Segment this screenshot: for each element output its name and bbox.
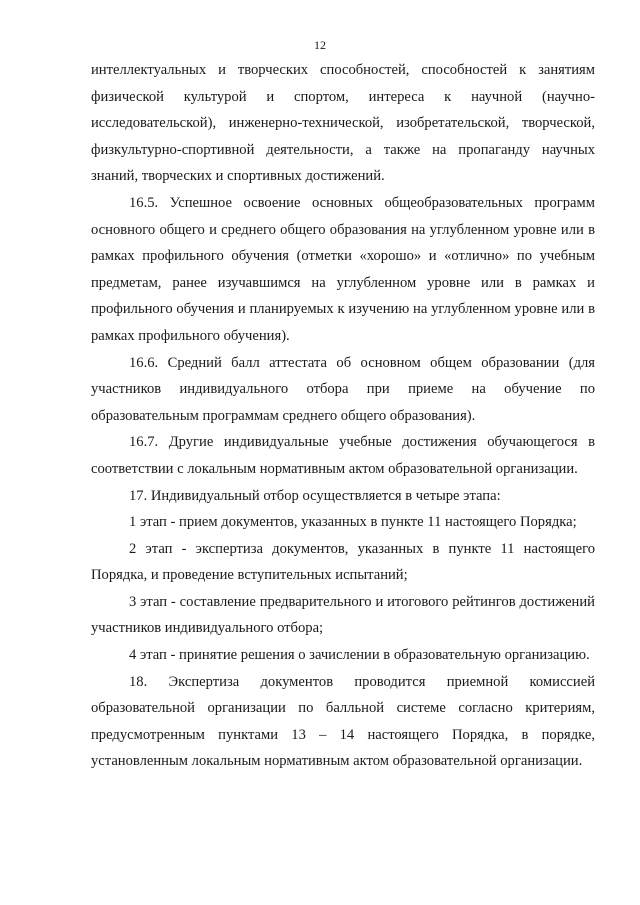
paragraph-17-stage-1: 1 этап - прием документов, указанных в пункте 11 настоящего Порядка; xyxy=(129,514,577,531)
document-body xyxy=(91,57,595,775)
paragraph-16-7: 16.7. Другие индивидуальные учебные достижения обучающегося в соответствии с локальным нормативным актом образовательной организации. xyxy=(91,434,595,477)
paragraph-17-stage-4: 4 этап - принятие решения о зачислении в образовательную организацию. xyxy=(129,647,590,664)
paragraph-18: 18. Экспертиза документов проводится приемной комиссией образовательной организации по балльной системе согласно критериям, предусмотренным пунктами 13 – 14 настоящего Порядка, в порядке, установленным локальным нормативным актом образовательной организации. xyxy=(91,673,595,770)
paragraph-continuation: интеллектуальных и творческих способностей, способностей к занятиям физической культурой и спортом, интереса к научной (научно-исследовательской), инженерно-технической, изобретательской, творческой, физкультурно-спортивной деятельности, а также на пропаганду научных знаний, творческих и спортивных достижений. xyxy=(91,62,595,185)
paragraph-16-5: 16.5. Успешное освоение основных общеобразовательных программ основного общего и среднего общего образования на углубленном уровне или в рамках профильного обучения (отметки «хорошо» и «отлично» по учебным предметам, ранее изучавшимся на углубленном уровне или в рамках и профильного обучения и планируемых к изучению на углубленном уровне или в рамках профильного обучения). xyxy=(91,194,595,344)
paragraph-17-stage-3: 3 этап - составление предварительного и итогового рейтингов достижений участников индивидуального отбора; xyxy=(91,593,595,637)
paragraph-17-stage-2: 2 этап - экспертиза документов, указанных в пункте 11 настоящего Порядка, и проведение вступительных испытаний; xyxy=(91,540,595,584)
paragraph-16-6: 16.6. Средний балл аттестата об основном общем образовании (для участников индивидуального отбора при приеме на обучение по образовательным программам среднего общего образования). xyxy=(91,354,595,424)
paragraph-17: 17. Индивидуальный отбор осуществляется в четыре этапа: xyxy=(129,487,501,504)
page-number: 12 xyxy=(314,38,326,52)
